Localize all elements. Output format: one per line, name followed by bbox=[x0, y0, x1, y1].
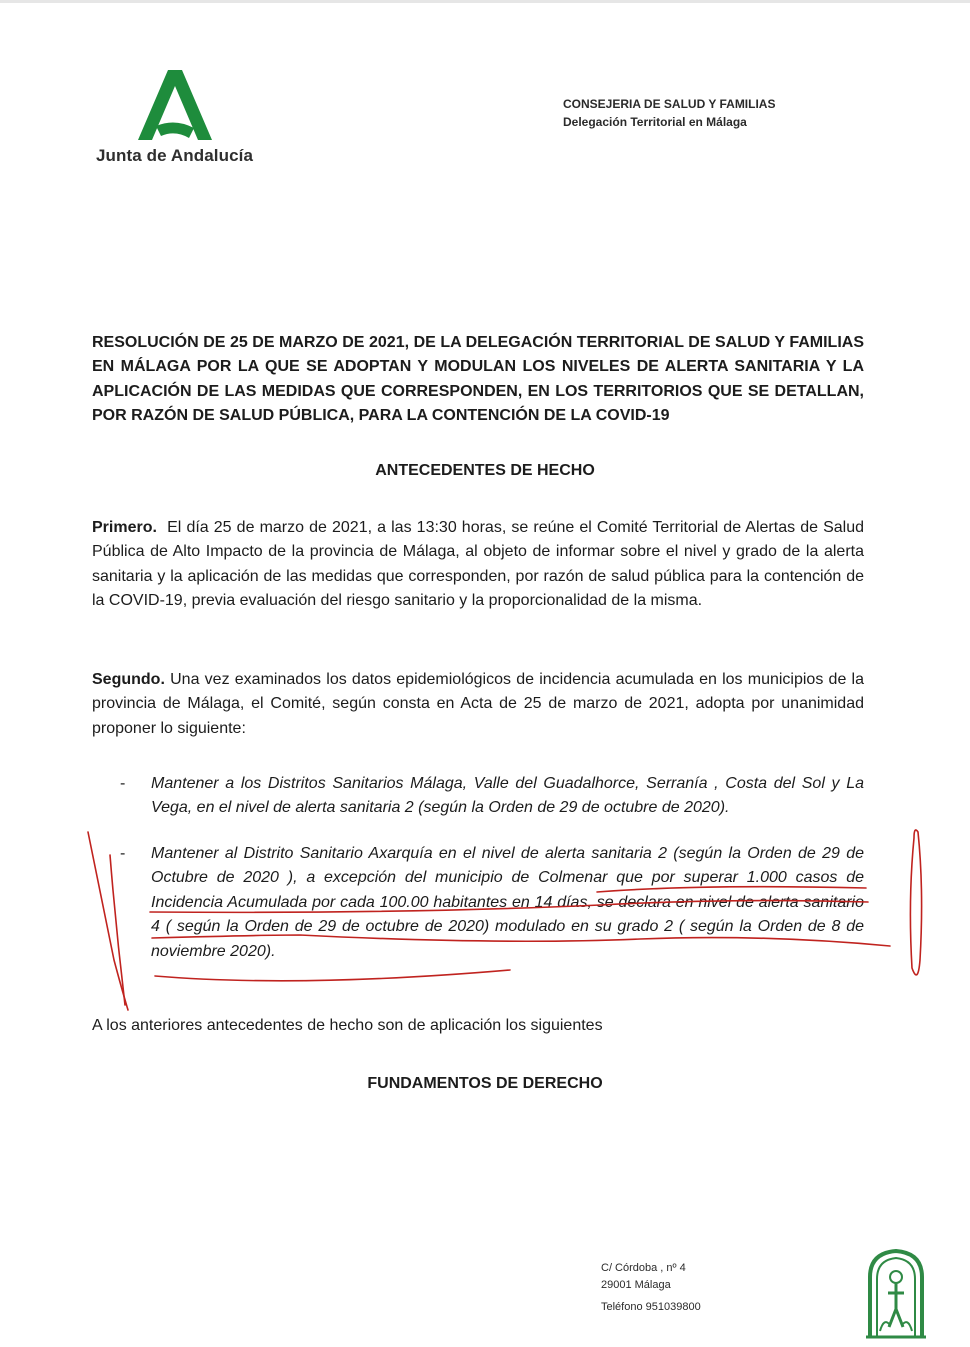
bullet-text: Mantener a los Distritos Sanitarios Málaga, Valle del Guadalhorce, Serranía , Costa del Sol y La Vega, en el nivel de alerta sanitaria 2 (según la Orden de 29 de octubre de 2020). bbox=[151, 775, 864, 817]
department-name: CONSEJERIA DE SALUD Y FAMILIAS bbox=[563, 97, 776, 111]
closing-line: A los anteriores antecedentes de hecho son de aplicación los siguientes bbox=[92, 1017, 603, 1034]
antecedentes-heading: ANTECEDENTES DE HECHO bbox=[375, 462, 595, 479]
delegation-name: Delegación Territorial en Málaga bbox=[563, 115, 747, 129]
page-top-edge bbox=[0, 0, 970, 3]
list-item bbox=[92, 842, 864, 964]
junta-de-andalucia-logo bbox=[92, 68, 267, 168]
primero-text: El día 25 de marzo de 2021, a las 13:30 horas, se reúne el Comité Territorial de Alertas de Salud Pública de Alto Impacto de la provincia de Málaga, al objeto de informar sobre el nivel y grado de la alerta sanitaria y la aplicación de las medidas que corresponden, por razón de salud pública para la contención de la COVID-19, previa evaluación del riesgo sanitario y la proporcionalidad de la misma. bbox=[92, 519, 865, 610]
footer-street: C/ Córdoba , nº 4 bbox=[601, 1262, 686, 1274]
segundo-label: Segundo. bbox=[92, 671, 165, 688]
footer-address bbox=[601, 1260, 701, 1316]
bullet-dash: - bbox=[120, 845, 126, 862]
footer-city: 29001 Málaga bbox=[601, 1279, 671, 1291]
primero-label: Primero. bbox=[92, 519, 157, 536]
logo-text: Junta de Andalucía bbox=[96, 146, 254, 165]
paragraph-segundo bbox=[92, 668, 864, 741]
segundo-text: Una vez examinados los datos epidemiológicos de incidencia acumulada en los municipios de la provincia de Málaga, el Comité, según consta en Acta de 25 de marzo de 2021, adopta por unanimidad proponer lo siguiente: bbox=[92, 671, 865, 737]
andalucia-coat-of-arms-icon bbox=[864, 1247, 928, 1339]
fundamentos-heading: FUNDAMENTOS DE DERECHO bbox=[367, 1075, 603, 1092]
bullet-text: Mantener al Distrito Sanitario Axarquía en el nivel de alerta sanitaria 2 (según la Orden de 29 de Octubre de 2020 ), a excepción del municipio de Colmenar que por superar 1.000 casos de Incidencia Acumulada por cada 100.00 habitantes en 14 días, se declara en nivel de alerta sanitario 4 ( según la Orden de 29 de octubre de 2020) modulado en su grado 2 ( según la Orden de 8 de noviembre 2020). bbox=[151, 845, 864, 960]
department-header bbox=[563, 95, 775, 131]
footer-phone: Teléfono 951039800 bbox=[601, 1301, 701, 1313]
andalucia-a-icon bbox=[137, 68, 213, 142]
paragraph-primero bbox=[92, 516, 864, 614]
resolution-title: RESOLUCIÓN DE 25 DE MARZO DE 2021, DE LA DELEGACIÓN TERRITORIAL DE SALUD Y FAMILIAS EN MÁLAGA POR LA QUE SE ADOPTAN Y MODULAN LOS NIVELES DE ALERTA SANITARIA Y LA APLICACIÓN DE LAS MEDIDAS QUE CORRESPONDEN, EN LOS TERRITORIOS QUE SE DETALLAN, POR RAZÓN DE SALUD PÚBLICA, PARA LA CONTENCIÓN DE LA COVID-19 bbox=[92, 334, 864, 425]
bullet-dash: - bbox=[120, 775, 126, 792]
list-item bbox=[92, 772, 864, 821]
